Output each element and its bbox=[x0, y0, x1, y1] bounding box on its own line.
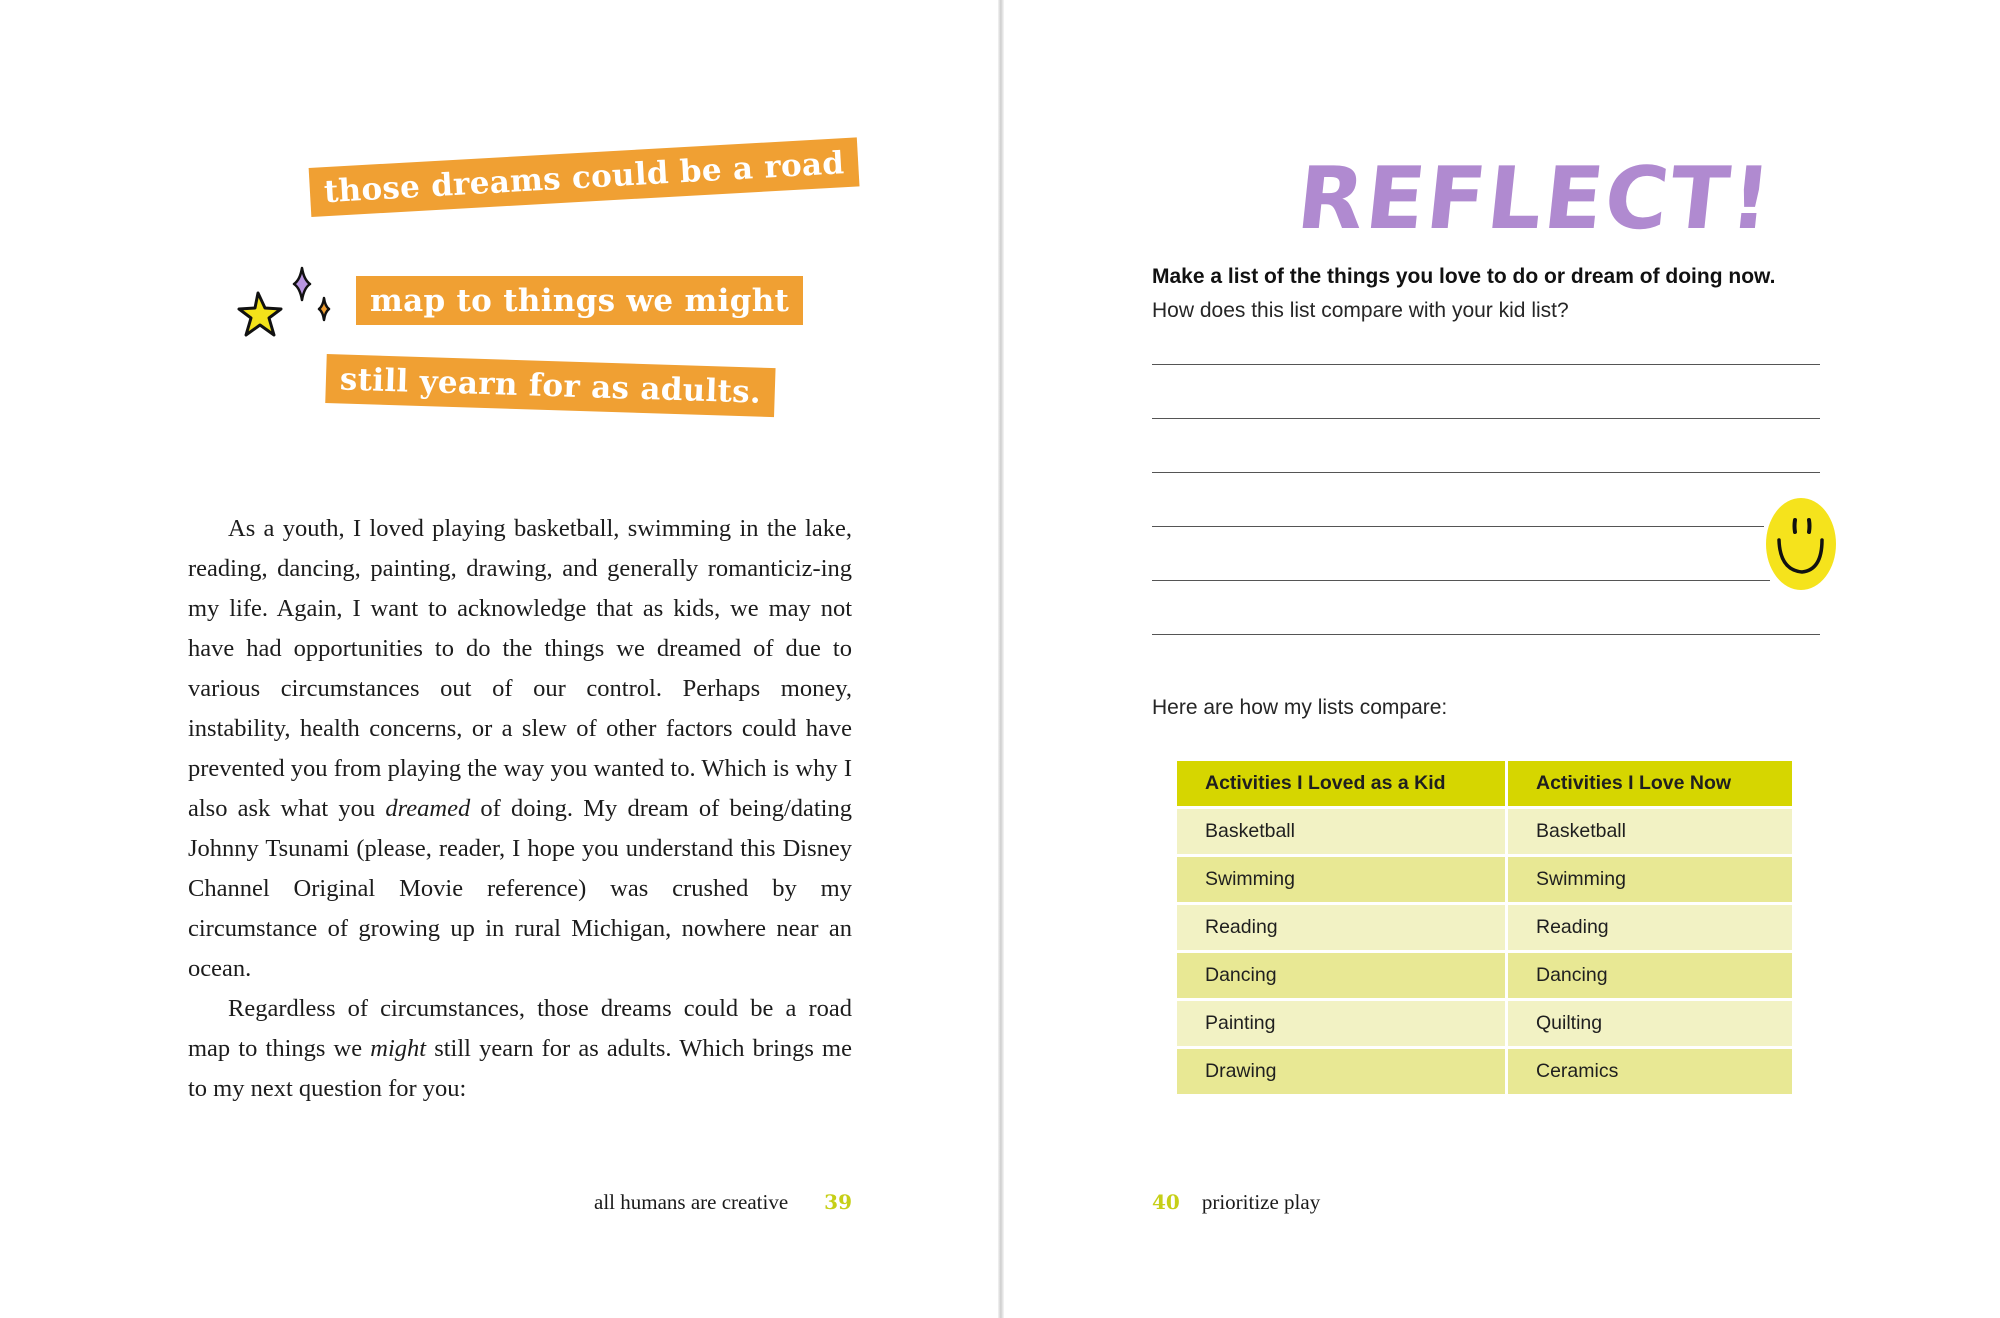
paragraph-2: Regardless of circumstances, those dreams could be a road map to things we might still yearn for as adults. Which brings me to my next question for you: bbox=[188, 995, 852, 1102]
page-number: 40 bbox=[1152, 1190, 1180, 1214]
table-row bbox=[1177, 953, 1792, 998]
table-row bbox=[1177, 1001, 1792, 1046]
writing-line[interactable] bbox=[1152, 472, 1820, 473]
table-row bbox=[1177, 809, 1792, 854]
table-cell: Swimming bbox=[1508, 857, 1792, 902]
svg-text:REFLECT!: REFLECT! bbox=[1292, 149, 1778, 249]
compare-label: Here are how my lists compare: bbox=[1152, 696, 1448, 719]
pull-quote-line-3: still yearn for as adults. bbox=[325, 354, 776, 417]
left-footer bbox=[568, 1190, 852, 1215]
table-cell: Swimming bbox=[1177, 857, 1505, 902]
running-head: all humans are creative bbox=[594, 1190, 789, 1214]
writing-line[interactable] bbox=[1152, 634, 1820, 635]
sparkles-star-icon bbox=[236, 258, 336, 358]
reflect-title bbox=[1292, 140, 1778, 250]
writing-line[interactable] bbox=[1152, 580, 1770, 581]
book-gutter bbox=[998, 0, 1004, 1318]
writing-line[interactable] bbox=[1152, 364, 1820, 365]
reflect-prompt: Make a list of the things you love to do or dream of doing now. How does this list compare with your kid list? bbox=[1152, 265, 1776, 322]
table-cell: Basketball bbox=[1508, 809, 1792, 854]
table-row bbox=[1177, 905, 1792, 950]
table-row bbox=[1177, 857, 1792, 902]
table-cell: Reading bbox=[1177, 905, 1505, 950]
column-header: Activities I Loved as a Kid bbox=[1177, 761, 1505, 806]
table-cell: Drawing bbox=[1177, 1049, 1505, 1094]
table-header-row bbox=[1177, 761, 1792, 806]
comparison-table bbox=[1174, 758, 1795, 1097]
table-cell: Quilting bbox=[1508, 1001, 1792, 1046]
table-cell: Painting bbox=[1177, 1001, 1505, 1046]
table-cell: Dancing bbox=[1177, 953, 1505, 998]
table-row bbox=[1177, 1049, 1792, 1094]
body-text bbox=[188, 509, 852, 1109]
table-cell: Ceramics bbox=[1508, 1049, 1792, 1094]
table-cell: Dancing bbox=[1508, 953, 1792, 998]
pull-quote-line-1: those dreams could be a road bbox=[309, 137, 860, 217]
running-head: prioritize play bbox=[1201, 1190, 1321, 1214]
table-cell: Reading bbox=[1508, 905, 1792, 950]
table-cell: Basketball bbox=[1177, 809, 1505, 854]
pull-quote-line-2: map to things we might bbox=[356, 276, 803, 325]
right-footer bbox=[1152, 1190, 1320, 1215]
paragraph-1: As a youth, I loved playing basketball, swimming in the lake, reading, dancing, painting, drawing, and generally romanticiz-ing my life. Again, I want to acknowledge that as kids, we may not have had opportunities to do the things we dreamed of due to various circumstances out of our control. Perhaps money, instability, health concerns, or a slew of other factors could have prevented you from playing the way you wanted to. Which is why I also ask what you dreamed of doing. My dream of being/dating Johnny Tsunami (please, reader, I hope you understand this Disney Channel Original Movie reference) was crushed by my circumstance of growing up in rural Michigan, nowhere near an ocean. bbox=[188, 515, 852, 982]
page-number: 39 bbox=[824, 1190, 852, 1214]
column-header: Activities I Love Now bbox=[1508, 761, 1792, 806]
writing-line[interactable] bbox=[1152, 526, 1764, 527]
writing-line[interactable] bbox=[1152, 418, 1820, 419]
smiley-face-icon bbox=[1764, 496, 1838, 592]
